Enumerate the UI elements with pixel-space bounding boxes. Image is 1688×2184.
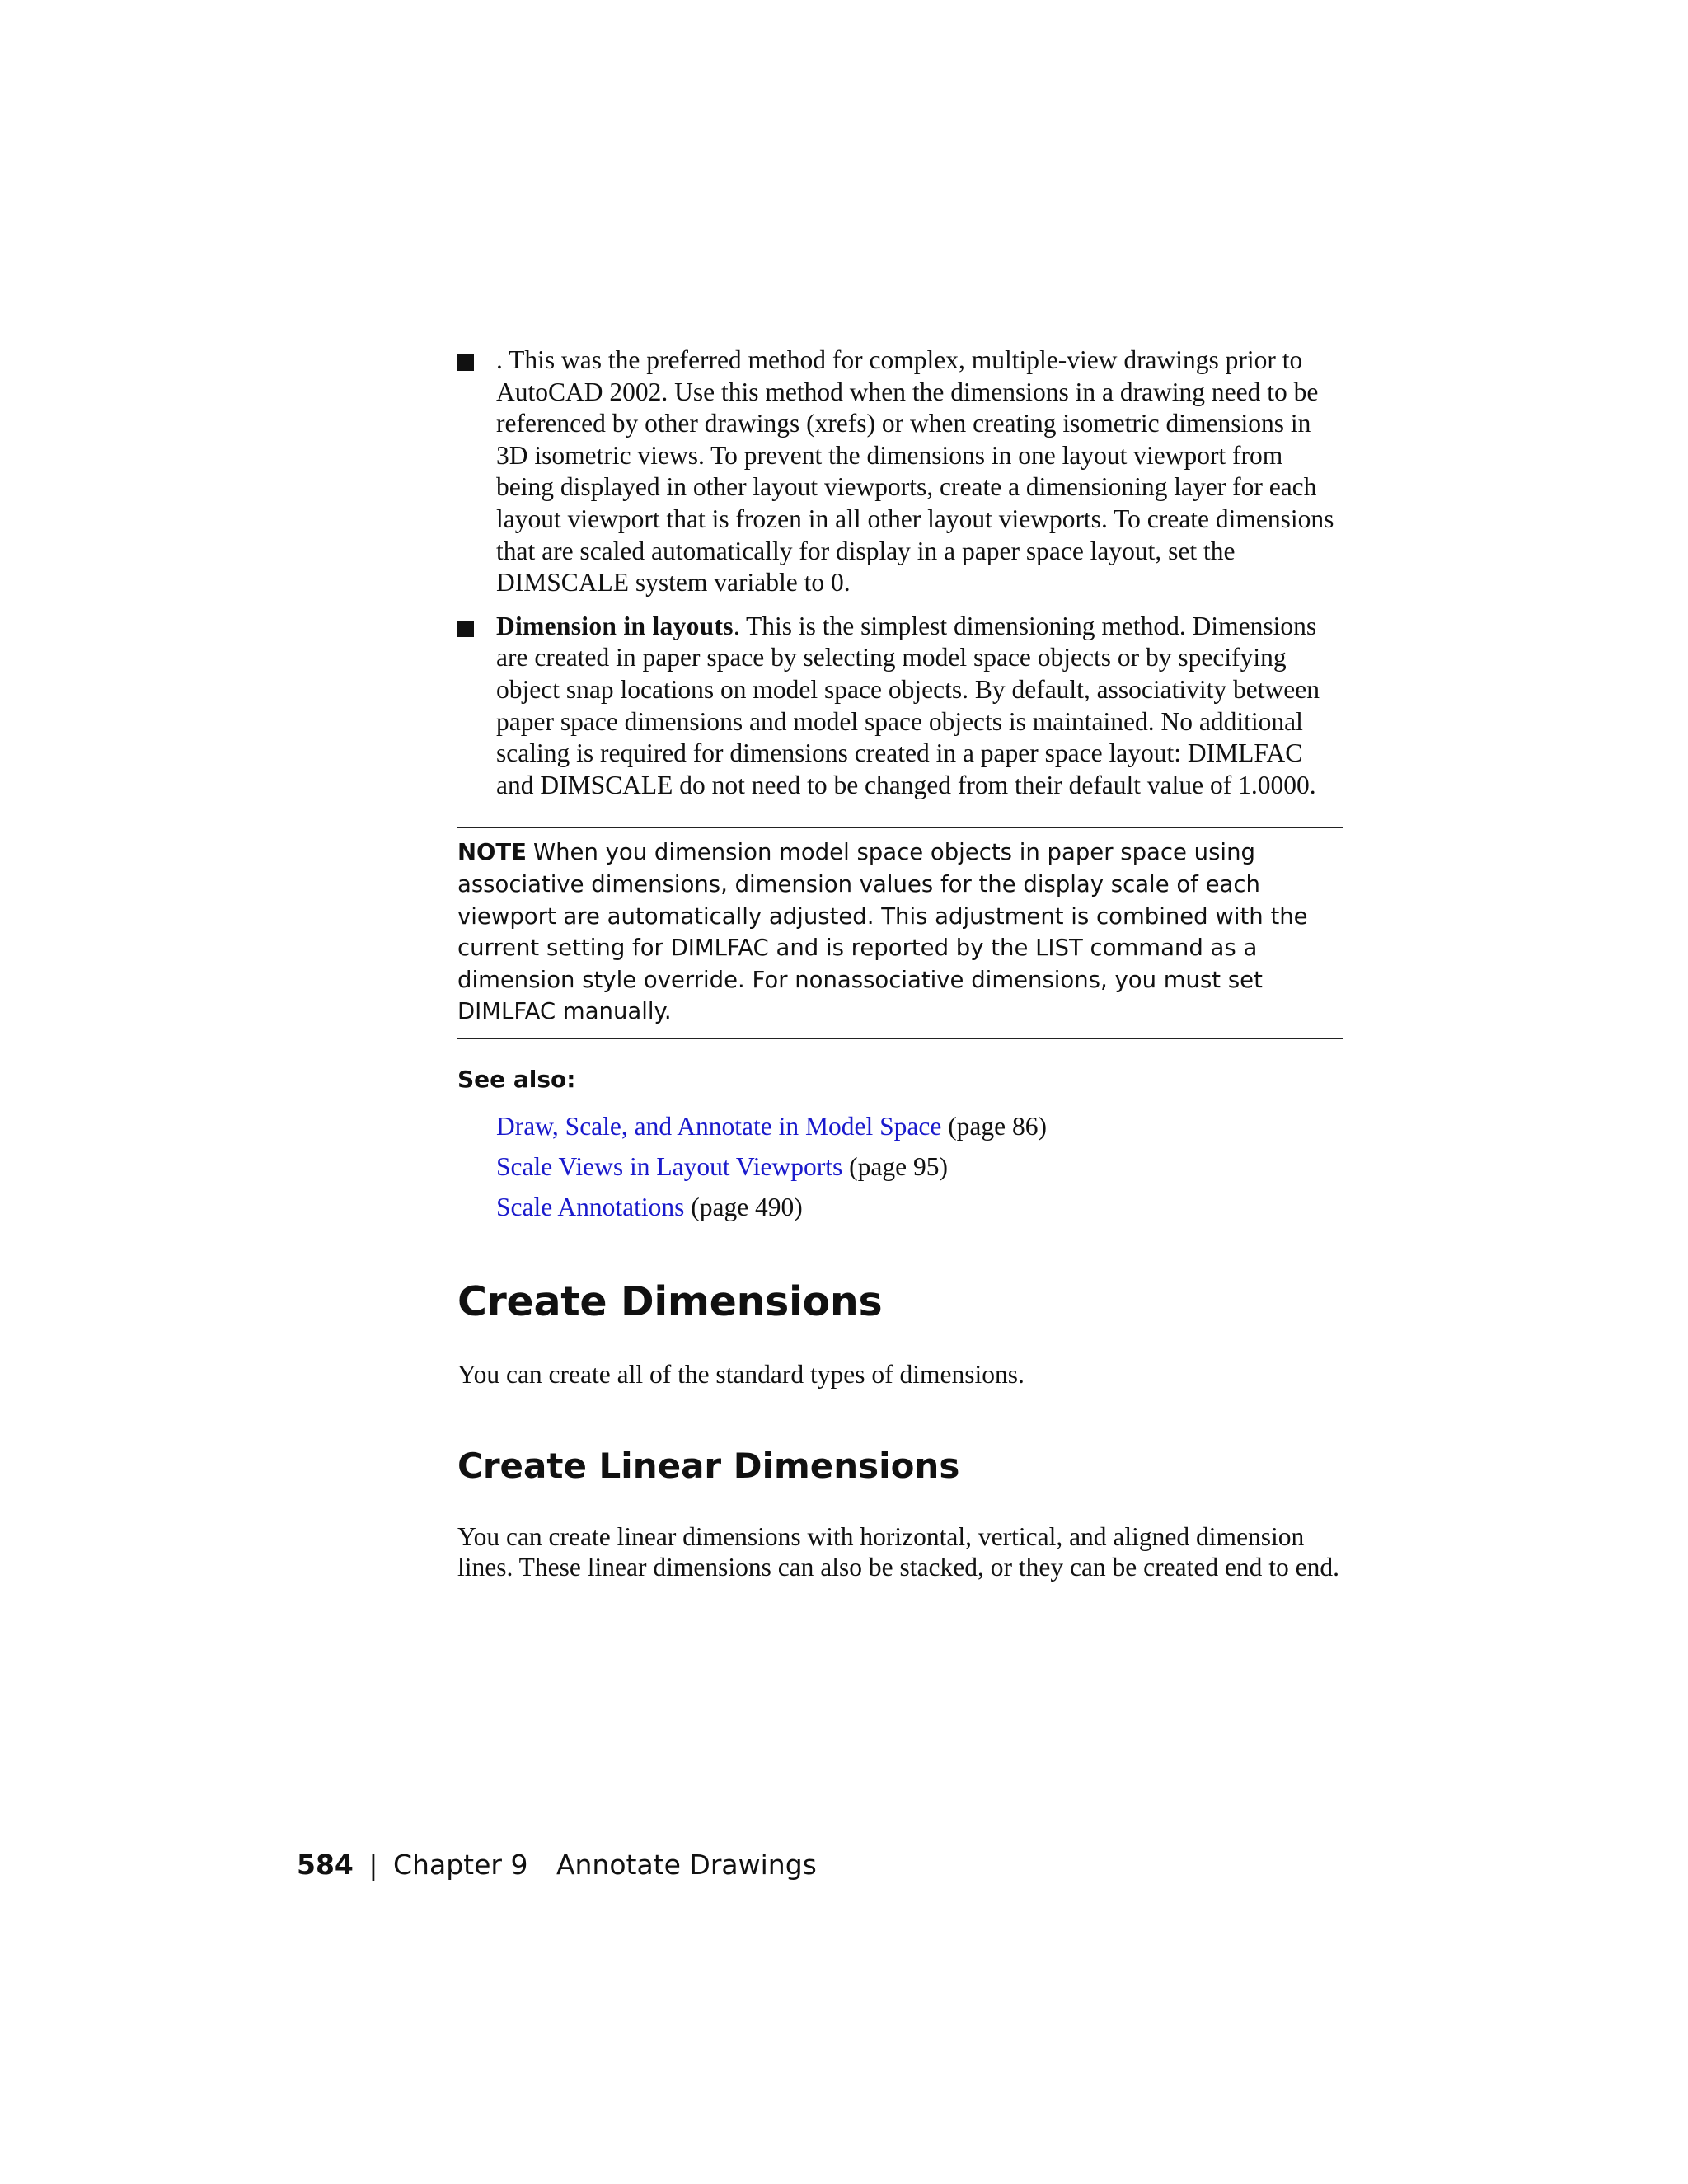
footer-separator: | xyxy=(368,1849,378,1881)
see-also-item xyxy=(496,1146,1343,1187)
subsection-intro: You can create linear dimensions with horizontal, vertical, and aligned dimension lines. These linear dimensions can also be stacked, or they can be created end to end. xyxy=(457,1522,1340,1582)
bullet-text: . This was the preferred method for complex, multiple-view drawings prior to AutoCAD 2002. Use this method when the dimensions in a drawing need to be referenced by other drawings (xrefs) or when creating isometric dimensions in 3D isometric views. To prevent the dimensions in one layout viewport from being displayed in other layout viewports, create a dimensioning layer for each layout viewport that is frozen in all other layout viewports. To create dimensions that are scaled automatically for display in a paper space layout, set the DIMSCALE system variable to 0. xyxy=(496,345,1334,598)
see-also-page-ref: (page 86) xyxy=(948,1111,1048,1141)
see-also-heading: See also: xyxy=(457,1065,576,1093)
bullet-item xyxy=(457,344,1343,599)
see-also-link[interactable]: Scale Annotations xyxy=(496,1192,685,1221)
see-also-list xyxy=(457,1106,1343,1227)
page-footer xyxy=(297,1849,817,1882)
section-intro: You can create all of the standard types of dimensions. xyxy=(457,1359,1025,1389)
see-also-item xyxy=(496,1106,1343,1146)
see-also-link[interactable]: Draw, Scale, and Annotate in Model Space xyxy=(496,1111,942,1141)
square-bullet-icon xyxy=(457,621,474,637)
section-title: Create Dimensions xyxy=(457,1277,883,1325)
page-content xyxy=(457,344,1343,1582)
page-number: 584 xyxy=(297,1849,354,1881)
bullet-text: . This is the simplest dimensioning method. Dimensions are created in paper space by selecting model space objects or by specifying object snap locations on model space objects. By default, associativity between paper space dimensions and model space objects is maintained. No additional scaling is required for dimensions created in a paper space layout: DIMLFAC and DIMSCALE do not need to be changed from their default value of 1.0000. xyxy=(496,611,1320,799)
footer-chapter-title: Annotate Drawings xyxy=(556,1849,817,1881)
see-also-item xyxy=(496,1187,1343,1227)
see-also-page-ref: (page 95) xyxy=(849,1151,948,1181)
bullet-term: Dimension in layouts xyxy=(496,611,734,640)
see-also-link[interactable]: Scale Views in Layout Viewports xyxy=(496,1151,843,1181)
square-bullet-icon xyxy=(457,354,474,371)
note-text: When you dimension model space objects in paper space using associative dimensions, dimension values for the display scale of each viewport are automatically adjusted. This adjustment is combined with the current setting for DIMLFAC and is reported by the LIST command as a dimension style override. For nonassociative dimensions, you must set DIMLFAC manually. xyxy=(457,839,1308,1025)
bullet-item xyxy=(457,611,1343,802)
note-label: NOTE xyxy=(457,839,527,866)
note-box xyxy=(457,827,1343,1039)
subsection-title: Create Linear Dimensions xyxy=(457,1446,960,1487)
see-also-page-ref: (page 490) xyxy=(691,1192,803,1221)
footer-chapter: Chapter 9 xyxy=(393,1849,528,1881)
